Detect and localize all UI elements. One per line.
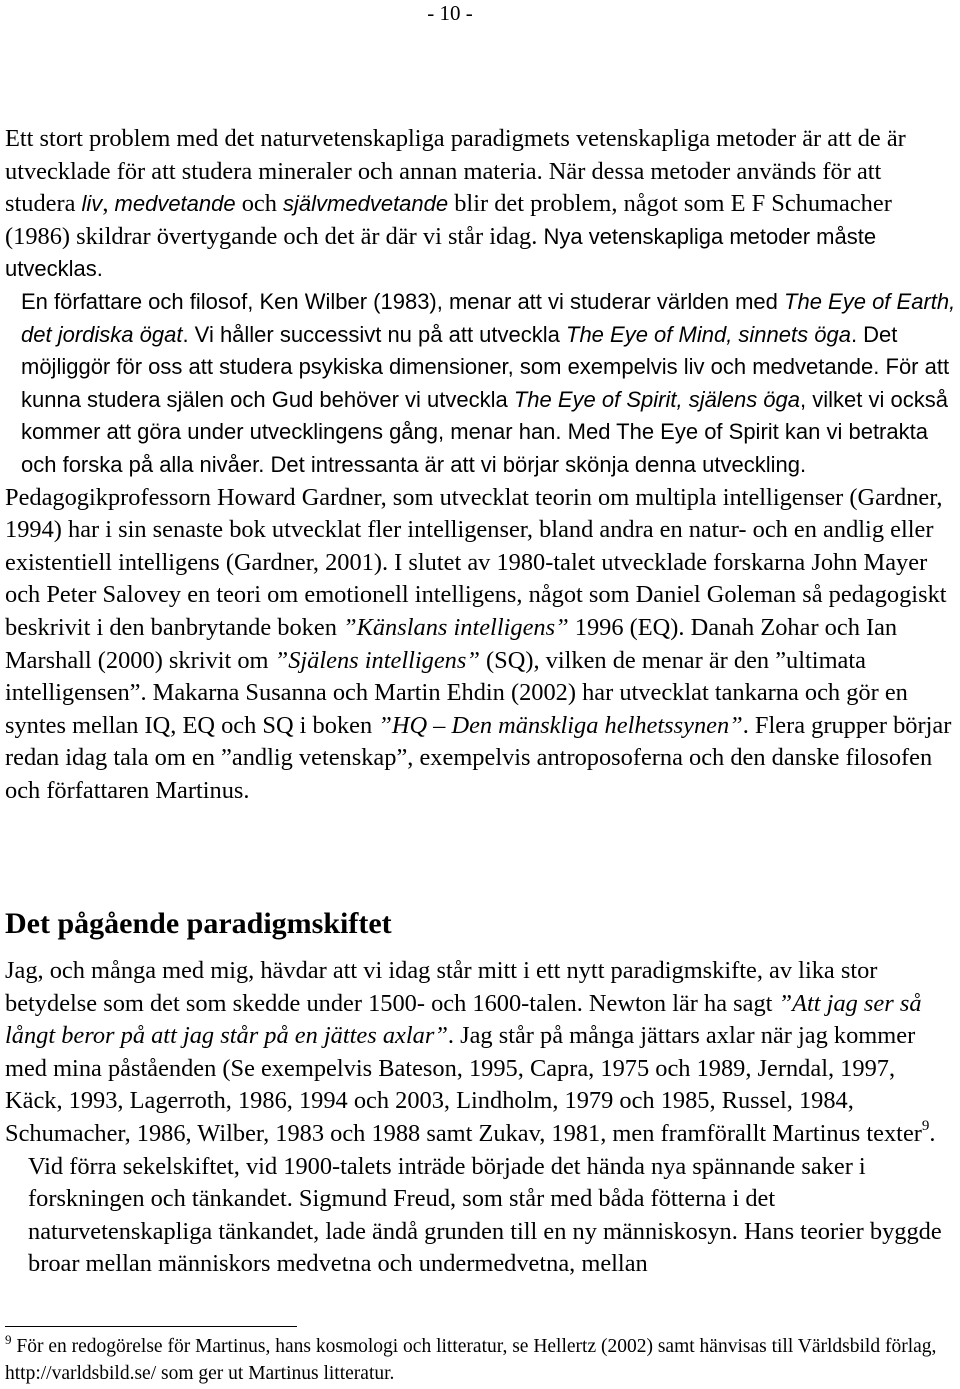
italic-eye-of-earth: The Eye of Earth, det jordiska ögat	[21, 288, 956, 347]
italic-liv: liv	[81, 191, 103, 217]
paragraph-4-b: . Jag står på många jättars axlar när jag kommer med mina påståenden (Se exempelvis Bateson, 1995, Capra, 1975 och 1989, Jerndal, 1997, Käck, 1993, Lagerroth, 1986, 1994 och 2003, Lindholm, 1979 och 1985, Russel, 1984, Schumacher, 1986, Wilber, 1983 och 1988 samt Zukav, 1981, men framförallt Martinus texter	[5, 1022, 922, 1147]
section-heading: Det pågående paradigmskiftet	[5, 907, 392, 940]
page-number: - 10 -	[427, 1, 473, 25]
italic-sjalens-intelligens: ”Själens intelligens”	[274, 646, 480, 674]
paragraph-5: Vid förra sekelskiftet, vid 1900-talets inträde började det hända nya spännande saker i forskningen och tänkandet. Sigmund Freud, som står med båda fötterna i det naturvetenskapliga tänkandet, lade ändå grunden till en ny människosyn. Hans teorier byggde broar mellan människors medvetna och undermedvetna, mellan	[28, 1152, 942, 1278]
paragraph-1-rest: blir det problem, något som E F Schumacher (1986) skildrar övertygande och det är där vi står idag.	[5, 190, 892, 250]
paragraph-1-och: och	[235, 190, 284, 218]
paragraph-2-c: . Det möjliggör för oss att studera psykiska dimensioner, som exempelvis liv och medvetande. För att kunna studera själen och Gud behöver vi utveckla	[21, 321, 950, 412]
italic-medvetande: medvetande	[114, 191, 236, 217]
italic-hq-book: ”HQ – Den mänskliga helhetssynen”	[378, 711, 743, 739]
paragraph-4-c: .	[929, 1119, 936, 1147]
italic-eye-of-mind: The Eye of Mind, sinnets öga	[566, 321, 851, 347]
footnote-text: För en redogörelse för Martinus, hans kosmologi och litteratur, se Hellertz (2002) samt hänvisas till Världsbild förlag, http://varldsbild.se/ som ger ut Martinus litteratur.	[5, 1336, 937, 1384]
paragraph-3-b: 1996 (EQ). Danah Zohar och Ian Marshall (2000) skrivit om	[5, 613, 898, 674]
paragraph-4	[5, 955, 956, 1151]
paragraph-1-text: Ett stort problem med det naturvetenskapliga paradigmets vetenskapliga metoder är att de är utvecklade för att studera mineraler och annan materia. När dessa metoder används för att studera	[5, 125, 906, 218]
italic-newton-quote: ”Att jag ser så långt beror på att jag står på en jättes axlar”	[5, 989, 922, 1050]
paragraph-1-closing: Nya vetenskapliga metoder måste utvecklas.	[5, 223, 877, 282]
paragraph-2	[5, 286, 956, 482]
italic-eye-of-spirit: The Eye of Spirit, själens öga	[513, 386, 801, 412]
paragraph-3-c: (SQ), vilken de menar är den ”ultimata intelligensen”. Makarna Susanna och Martin Ehdin (2002) har utvecklat tankarna och gör en syntes mellan IQ, EQ och SQ i boken	[5, 646, 908, 739]
paragraph-1-sep: ,	[102, 190, 115, 218]
italic-kanslans-intelligens: ”Känslans intelligens”	[343, 613, 569, 641]
footnote-separator	[5, 1326, 297, 1327]
footnote-reference: 9	[921, 1117, 930, 1134]
paragraph-3-a: Pedagogikprofessorn Howard Gardner, som utvecklat teorin om multipla intelligenser (Gardner, 1994) har i sin senaste bok utvecklat fler intelligenser, bland andra en natur- och en andlig eller existentiell intelligens (Gardner, 2001). I slutet av 1980-talet utvecklade forskarna John Mayer och Peter Salovey en teori om emotionell intelligens, något som Daniel Goleman så pedagogiskt beskrivit i den banbrytande boken	[5, 483, 947, 641]
paragraph-3	[5, 482, 956, 808]
paragraph-2-d: , vilket vi också kommer att göra under utvecklingens gång, menar han. Med The Eye of Spirit kan vi betrakta och forska på alla nivåer. Det intressanta är att vi börjar skönja denna utveckling.	[21, 386, 948, 477]
footnote	[5, 1333, 956, 1387]
footnote-number: 9	[5, 1332, 12, 1347]
italic-sjalvmedvetande: självmedvetande	[283, 191, 449, 217]
paragraph-2-a: En författare och filosof, Ken Wilber (1983), menar att vi studerar världen med	[21, 288, 785, 314]
body-section-1	[5, 123, 956, 807]
paragraph-1	[5, 123, 956, 286]
paragraph-2-b: . Vi håller successivt nu på att utveckla	[182, 321, 566, 347]
paragraph-4-a: Jag, och många med mig, hävdar att vi idag står mitt i ett nytt paradigmskifte, av lika stor betydelse som det som skedde under 1500- och 1600-talen. Newton lär ha sagt	[5, 957, 878, 1017]
paragraph-3-d: . Flera grupper börjar redan idag tala om en ”andlig vetenskap”, exempelvis antroposoferna och den danske filosofen och författaren Martinus.	[5, 711, 952, 804]
body-section-2	[5, 955, 956, 1281]
